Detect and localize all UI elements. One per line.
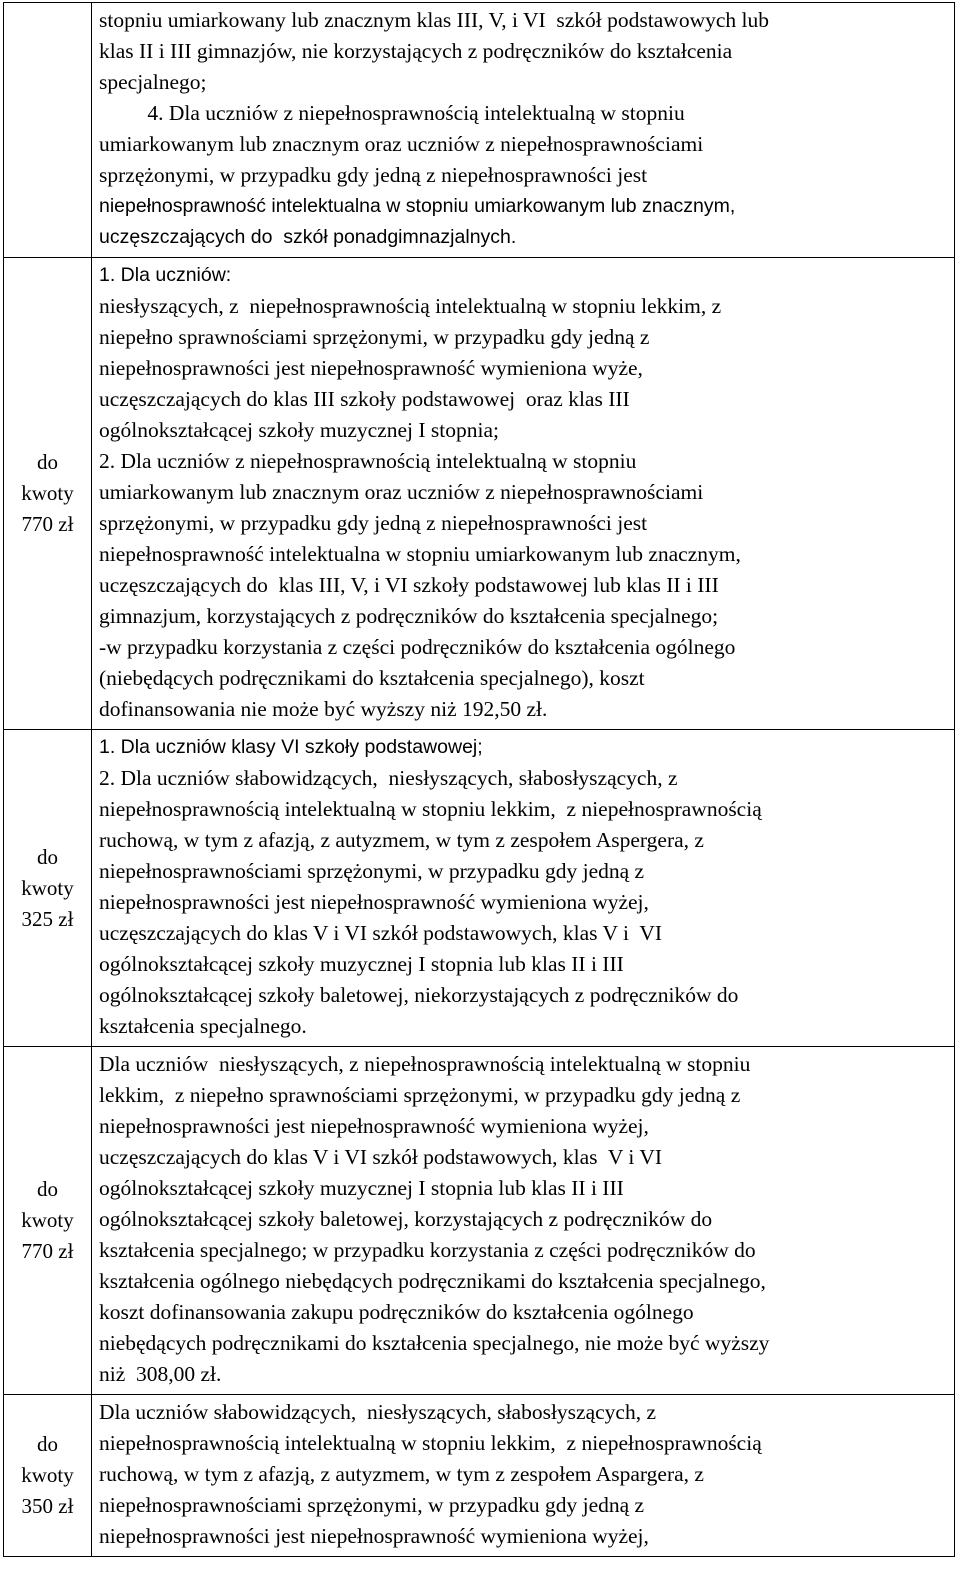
text-line: ogólnokształcącej szkoły muzycznej I stopnia lub klas II i III bbox=[99, 952, 624, 976]
amount-text: do bbox=[37, 844, 58, 869]
amount-cell bbox=[4, 1395, 92, 1557]
text-line: niesłyszących, z niepełnosprawnością intelektualną w stopniu lekkim, z bbox=[99, 294, 722, 318]
text-line: Dla uczniów niesłyszących, z niepełnosprawnością intelektualną w stopniu bbox=[99, 1052, 751, 1076]
table-row bbox=[4, 3, 955, 258]
table-row bbox=[4, 258, 955, 730]
text-line: (niebędących podręcznikami do kształcenia specjalnego), koszt bbox=[99, 666, 645, 690]
text-line: ogólnokształcącej szkoły baletowej, niekorzystających z podręczników do bbox=[99, 983, 739, 1007]
text-line: ruchową, w tym z afazją, z autyzmem, w tym z zespołem Aspergera, z bbox=[99, 828, 704, 852]
funding-table-body bbox=[4, 3, 955, 1557]
amount-cell bbox=[4, 3, 92, 258]
text-line: koszt dofinansowania zakupu podręczników do kształcenia ogólnego bbox=[99, 1300, 694, 1324]
text-line: uczęszczających do szkół ponadgimnazjalnych. bbox=[99, 226, 517, 248]
amount-text: kwoty bbox=[21, 481, 74, 505]
text-line: uczęszczających do klas V i VI szkół podstawowych, klas V i VI bbox=[99, 1145, 663, 1169]
text-line: uczęszczających do klas III, V, i VI szkoły podstawowej lub klas II i III bbox=[99, 573, 719, 597]
text-line: ogólnokształcącej szkoły muzycznej I stopnia; bbox=[99, 418, 500, 442]
text-line: kształcenia specjalnego; w przypadku korzystania z części podręczników do bbox=[99, 1238, 756, 1262]
table-row bbox=[4, 1395, 955, 1557]
text-line: niepełnosprawności jest niepełnosprawność wymieniona wyżej, bbox=[99, 890, 649, 914]
text-line: umiarkowanym lub znacznym oraz uczniów z niepełnosprawnościami bbox=[99, 132, 704, 156]
text-line: niepełnosprawnością intelektualną w stopniu lekkim, z niepełnosprawnością bbox=[99, 1431, 762, 1455]
amount-text: kwoty bbox=[21, 875, 74, 900]
text-line: 2. Dla uczniów z niepełnosprawnością intelektualną w stopniu bbox=[99, 449, 637, 473]
text-line: uczęszczających do klas V i VI szkół podstawowych, klas V i VI bbox=[99, 921, 663, 945]
amount-text: do bbox=[37, 1432, 58, 1456]
description-cell bbox=[92, 258, 955, 730]
amount-text: kwoty bbox=[21, 1208, 74, 1232]
text-line: specjalnego; bbox=[99, 70, 207, 94]
funding-table bbox=[3, 2, 955, 1557]
text-line: niż 308,00 zł. bbox=[99, 1362, 222, 1386]
text-line: kształcenia ogólnego niebędących podręcznikami do kształcenia specjalnego, bbox=[99, 1269, 766, 1293]
text-line: ruchową, w tym z afazją, z autyzmem, w tym z zespołem Aspargera, z bbox=[99, 1462, 704, 1486]
text-line: ogólnokształcącej szkoły muzycznej I stopnia lub klas II i III bbox=[99, 1176, 624, 1200]
amount-cell bbox=[4, 1047, 92, 1395]
text-line: umiarkowanym lub znacznym oraz uczniów z niepełnosprawnościami bbox=[99, 480, 704, 504]
amount-text: kwoty bbox=[21, 1463, 74, 1487]
text-line: ogólnokształcącej szkoły baletowej, korzystających z podręczników do bbox=[99, 1207, 713, 1231]
document-page bbox=[3, 2, 955, 1557]
text-line: stopniu umiarkowany lub znacznym klas III, V, i VI szkół podstawowych lub bbox=[99, 8, 769, 32]
text-line: niepełnosprawność intelektualna w stopniu umiarkowanym lub znacznym, bbox=[99, 195, 736, 217]
text-line: sprzężonymi, w przypadku gdy jedną z niepełnosprawności jest bbox=[99, 511, 648, 535]
text-line: klas II i III gimnazjów, nie korzystających z podręczników do kształcenia bbox=[99, 39, 733, 63]
text-line: niepełnosprawnościami sprzężonymi, w przypadku gdy jedną z bbox=[99, 1493, 645, 1517]
text-line: niepełno sprawnościami sprzężonymi, w przypadku gdy jedną z bbox=[99, 325, 650, 349]
description-cell bbox=[92, 3, 955, 258]
description-cell bbox=[92, 1395, 955, 1557]
text-line: dofinansowania nie może być wyższy niż 192,50 zł. bbox=[99, 697, 548, 721]
amount-text: do bbox=[37, 450, 58, 474]
text-line: niepełnosprawności jest niepełnosprawność wymieniona wyże, bbox=[99, 356, 643, 380]
text-line: 4. Dla uczniów z niepełnosprawnością intelektualną w stopniu bbox=[99, 101, 685, 125]
text-line: kształcenia specjalnego. bbox=[99, 1014, 307, 1038]
amount-text: 350 zł bbox=[21, 1494, 74, 1518]
text-line: 2. Dla uczniów słabowidzących, niesłyszących, słabosłyszących, z bbox=[99, 766, 678, 790]
text-line: niepełnosprawnością intelektualną w stopniu lekkim, z niepełnosprawnością bbox=[99, 797, 762, 821]
text-line: niepełnosprawności jest niepełnosprawność wymieniona wyżej, bbox=[99, 1114, 649, 1138]
text-line: niepełnosprawności jest niepełnosprawność wymieniona wyżej, bbox=[99, 1524, 649, 1548]
text-line: -w przypadku korzystania z części podręczników do kształcenia ogólnego bbox=[99, 635, 736, 659]
amount-cell bbox=[4, 258, 92, 730]
text-line: lekkim, z niepełno sprawnościami sprzężonymi, w przypadku gdy jedną z bbox=[99, 1083, 741, 1107]
description-cell bbox=[92, 730, 955, 1047]
description-cell bbox=[92, 1047, 955, 1395]
text-line: niepełnosprawność intelektualna w stopniu umiarkowanym lub znacznym, bbox=[99, 542, 741, 566]
text-line: 1. Dla uczniów: bbox=[99, 264, 232, 286]
amount-text: 325 zł bbox=[21, 906, 74, 931]
text-line: uczęszczających do klas III szkoły podstawowej oraz klas III bbox=[99, 387, 630, 411]
text-line: sprzężonymi, w przypadku gdy jedną z niepełnosprawności jest bbox=[99, 163, 648, 187]
table-row bbox=[4, 730, 955, 1047]
amount-text: 770 zł bbox=[21, 512, 74, 536]
text-line: Dla uczniów słabowidzących, niesłyszących, słabosłyszących, z bbox=[99, 1400, 657, 1424]
text-line: niepełnosprawnościami sprzężonymi, w przypadku gdy jedną z bbox=[99, 859, 645, 883]
table-row bbox=[4, 1047, 955, 1395]
text-line: 1. Dla uczniów klasy VI szkoły podstawowej; bbox=[99, 736, 483, 758]
amount-cell bbox=[4, 730, 92, 1047]
text-line: gimnazjum, korzystających z podręczników do kształcenia specjalnego; bbox=[99, 604, 719, 628]
amount-text: do bbox=[37, 1177, 58, 1201]
amount-text: 770 zł bbox=[21, 1239, 74, 1263]
text-line: niebędących podręcznikami do kształcenia specjalnego, nie może być wyższy bbox=[99, 1331, 770, 1355]
